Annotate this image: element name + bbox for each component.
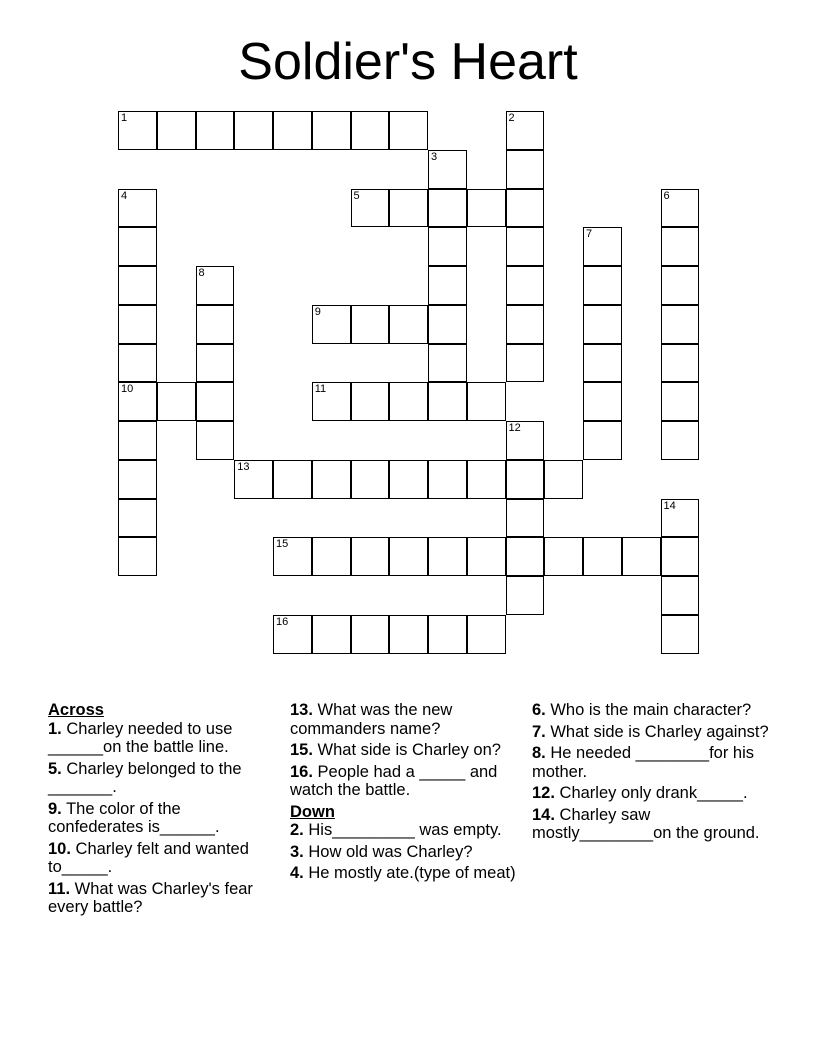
grid-cell[interactable] xyxy=(196,421,235,460)
cell-number: 9 xyxy=(314,305,321,318)
grid-cell[interactable] xyxy=(118,305,157,344)
cell-number: 1 xyxy=(121,112,128,124)
grid-cell[interactable] xyxy=(544,537,583,576)
grid-cell[interactable] xyxy=(428,615,467,654)
grid-cell[interactable] xyxy=(583,421,622,460)
grid-cell[interactable] xyxy=(661,266,700,305)
grid-cell[interactable] xyxy=(273,537,312,576)
clue-down-4: 4. He mostly ate.(type of meat) xyxy=(290,864,516,882)
grid-cell[interactable] xyxy=(661,189,700,228)
grid-cell[interactable] xyxy=(506,421,545,460)
grid-cell[interactable] xyxy=(312,382,351,421)
grid-cell[interactable] xyxy=(118,266,157,305)
clue-across-5: 5. Charley belonged to the _______. xyxy=(48,759,242,796)
grid-cell[interactable] xyxy=(312,460,351,499)
clue-across-16: 16. People had a _____ and watch the battle. xyxy=(290,762,498,799)
grid-cell[interactable] xyxy=(351,382,390,421)
grid-cell[interactable] xyxy=(118,421,157,460)
grid-cell[interactable] xyxy=(661,499,700,538)
grid-cell[interactable] xyxy=(351,305,390,344)
across-heading: Across xyxy=(48,701,104,719)
grid-cell[interactable] xyxy=(234,111,273,150)
grid-cell[interactable] xyxy=(234,460,273,499)
clues-column-3 xyxy=(532,701,772,846)
grid-cell[interactable] xyxy=(467,460,506,499)
grid-cell[interactable] xyxy=(506,499,545,538)
grid-cell[interactable] xyxy=(389,382,428,421)
grid-cell[interactable] xyxy=(428,460,467,499)
grid-cell[interactable] xyxy=(583,344,622,383)
grid-cell[interactable] xyxy=(389,305,428,344)
cell-number: 14 xyxy=(663,499,676,512)
grid-cell[interactable] xyxy=(312,305,351,344)
clue-down-2: 2. His_________ was empty. xyxy=(290,821,502,839)
grid-cell[interactable] xyxy=(118,537,157,576)
grid-cell[interactable] xyxy=(157,382,196,421)
grid-cell[interactable] xyxy=(428,344,467,383)
cell-number: 2 xyxy=(508,112,515,124)
grid-cell[interactable] xyxy=(506,576,545,615)
grid-cell[interactable] xyxy=(506,111,545,150)
grid-cell[interactable] xyxy=(196,382,235,421)
grid-cell[interactable] xyxy=(428,266,467,305)
grid-cell[interactable] xyxy=(467,615,506,654)
grid-cell[interactable] xyxy=(428,305,467,344)
clue-down-6: 6. Who is the main character? xyxy=(532,701,752,719)
grid-cell[interactable] xyxy=(583,266,622,305)
grid-cell[interactable] xyxy=(622,537,661,576)
clue-across-1: 1. Charley needed to use ______on the battle line. xyxy=(48,719,233,756)
grid-cell[interactable] xyxy=(661,421,700,460)
clues-column-2 xyxy=(290,701,520,886)
grid-cell[interactable] xyxy=(389,615,428,654)
cell-number: 11 xyxy=(314,383,327,396)
cell-number: 8 xyxy=(198,267,205,279)
puzzle-title: Soldier's Heart xyxy=(238,33,578,91)
grid-cell[interactable] xyxy=(196,344,235,383)
grid-cell[interactable] xyxy=(389,537,428,576)
grid-cell[interactable] xyxy=(583,227,622,266)
grid-cell[interactable] xyxy=(467,189,506,228)
cell-number: 6 xyxy=(663,189,670,202)
grid-cell[interactable] xyxy=(583,537,622,576)
cell-number: 5 xyxy=(353,189,360,202)
grid-cell[interactable] xyxy=(506,537,545,576)
grid-cell[interactable] xyxy=(661,227,700,266)
cell-number: 13 xyxy=(237,460,250,473)
grid-cell[interactable] xyxy=(661,576,700,615)
grid-cell[interactable] xyxy=(506,266,545,305)
clue-down-3: 3. How old was Charley? xyxy=(290,842,473,861)
cell-number: 3 xyxy=(431,150,438,163)
grid-cell[interactable] xyxy=(661,537,700,576)
grid-cell[interactable] xyxy=(428,382,467,421)
grid-cell[interactable] xyxy=(351,111,390,150)
grid-cell[interactable] xyxy=(118,344,157,383)
grid-cell[interactable] xyxy=(661,344,700,383)
grid-cell[interactable] xyxy=(506,189,545,228)
grid-cell[interactable] xyxy=(428,227,467,266)
clue-down-7: 7. What side is Charley against? xyxy=(532,722,769,741)
clues-column-1 xyxy=(48,701,278,920)
clue-across-15: 15. What side is Charley on? xyxy=(290,741,501,759)
grid-cell[interactable] xyxy=(389,460,428,499)
grid-cell[interactable] xyxy=(118,499,157,538)
cell-number: 16 xyxy=(276,615,289,628)
grid-cell[interactable] xyxy=(273,111,312,150)
grid-cell[interactable] xyxy=(506,150,545,189)
cell-number: 15 xyxy=(276,538,289,551)
grid-cell[interactable] xyxy=(583,382,622,421)
grid-cell[interactable] xyxy=(583,305,622,344)
grid-cell[interactable] xyxy=(118,460,157,499)
clue-across-11: 11. What was Charley's fear every battle? xyxy=(48,879,253,916)
grid-cell[interactable] xyxy=(196,305,235,344)
grid-cell[interactable] xyxy=(273,460,312,499)
grid-cell[interactable] xyxy=(661,382,700,421)
grid-cell[interactable] xyxy=(312,615,351,654)
grid-cell[interactable] xyxy=(428,537,467,576)
grid-cell[interactable] xyxy=(506,344,545,383)
grid-cell[interactable] xyxy=(118,227,157,266)
grid-cell[interactable] xyxy=(118,382,157,421)
clue-down-14: 14. Charley saw mostly________on the ground. xyxy=(532,805,760,842)
clue-down-12: 12. Charley only drank_____. xyxy=(532,784,748,802)
clue-down-8: 8. He needed ________for his mother. xyxy=(532,744,755,781)
grid-cell[interactable] xyxy=(351,537,390,576)
grid-cell[interactable] xyxy=(506,227,545,266)
grid-cell[interactable] xyxy=(351,189,390,228)
grid-cell[interactable] xyxy=(196,111,235,150)
clue-across-10: 10. Charley felt and wanted to_____. xyxy=(48,839,249,876)
grid-cell[interactable] xyxy=(506,305,545,344)
grid-cell[interactable] xyxy=(661,615,700,654)
grid-cell[interactable] xyxy=(351,615,390,654)
grid-cell[interactable] xyxy=(312,537,351,576)
grid-cell[interactable] xyxy=(661,305,700,344)
cell-number: 12 xyxy=(508,422,521,434)
down-heading: Down xyxy=(290,802,335,821)
grid-cell[interactable] xyxy=(428,189,467,228)
clue-across-13: 13. What was the new commanders name? xyxy=(290,701,453,738)
grid-cell[interactable] xyxy=(389,111,428,150)
grid-cell[interactable] xyxy=(312,111,351,150)
grid-cell[interactable] xyxy=(351,460,390,499)
clue-across-9: 9. The color of the confederates is______. xyxy=(48,799,220,836)
grid-cell[interactable] xyxy=(196,266,235,305)
grid-cell[interactable] xyxy=(157,111,196,150)
grid-cell[interactable] xyxy=(118,189,157,228)
grid-cell[interactable] xyxy=(428,150,467,189)
grid-cell[interactable] xyxy=(467,537,506,576)
grid-cell[interactable] xyxy=(389,189,428,228)
grid-cell[interactable] xyxy=(467,382,506,421)
cell-number: 7 xyxy=(586,228,593,241)
grid-cell[interactable] xyxy=(506,460,545,499)
cell-number: 10 xyxy=(121,383,134,396)
grid-cell[interactable] xyxy=(118,111,157,150)
grid-cell[interactable] xyxy=(273,615,312,654)
grid-cell[interactable] xyxy=(544,460,583,499)
cell-number: 4 xyxy=(121,189,128,202)
